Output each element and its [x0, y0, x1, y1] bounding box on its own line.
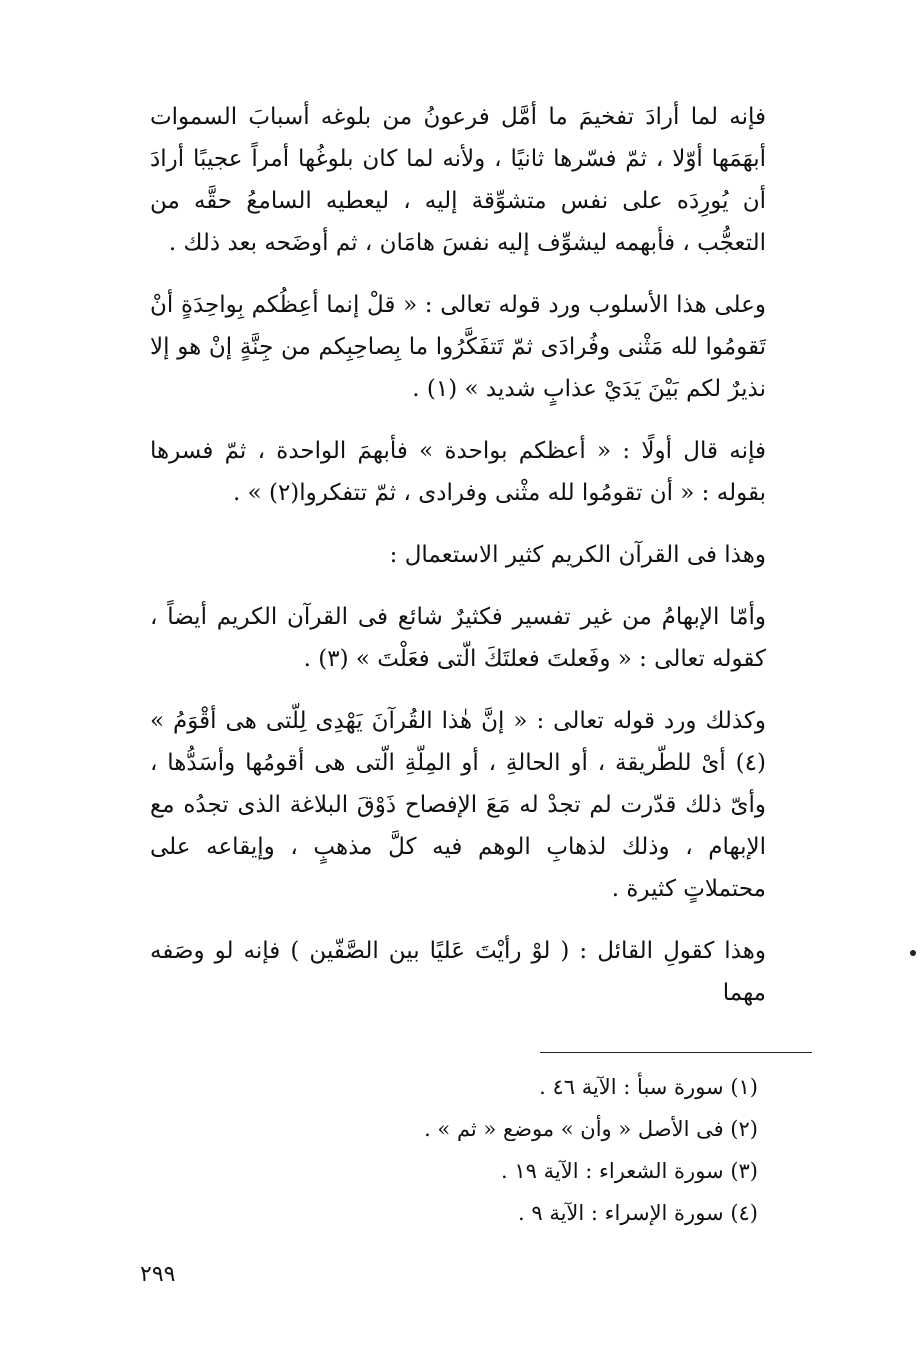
- paragraph-4: وهذا فى القرآن الكريم كثير الاستعمال :: [389, 542, 766, 568]
- footnote-1: (١) سورة سبأ : الآية ٤٦ .: [539, 1075, 758, 1099]
- main-text: [150, 96, 766, 1034]
- footnote-2: (٢) فى الأصل « وأن » موضع « ثم » .: [424, 1117, 758, 1141]
- footnote-4: (٤) سورة الإسراء : الآية ٩ .: [518, 1201, 758, 1225]
- paragraph-6: وكذلك ورد قوله تعالى : « إنَّ هٰذا القُرآنَ يَهْدِى لِلّتى هى أقْوَمُ » (٤) أىْ للطّريقة ، أو الحالةِ ، أو المِلّةِ الّتى هى أقومُها وأسَدُّها ، وأىّ ذلك قدّرت لم تجدْ له مَعَ الإفصاح ذَوْقَ البلاغة الذى تجدُه مع الإبهام ، وذلك لذهابِ الوهم فيه كلَّ مذهبٍ ، وإيقاعه على محتملاتٍ كثيرة .: [150, 708, 766, 902]
- margin-mark: [910, 950, 916, 956]
- page-number: ٢٩٩: [140, 1262, 176, 1287]
- paragraph-7: وهذا كقولِ القائل : ( لوْ رأيْتَ عَليًا بين الصَّفّين ) فإنه لو وصَفه مهما: [150, 938, 766, 1006]
- paragraph-3: فإنه قال أولًا : « أعظكم بواحدة » فأبهمَ الواحدة ، ثمّ فسرها بقوله : « أن تقومُوا لله مثْنى وفرادى ، ثمّ تتفكروا(٢) » .: [150, 438, 766, 506]
- footnote-divider: [540, 1052, 812, 1053]
- footnote-3: (٣) سورة الشعراء : الآية ١٩ .: [501, 1159, 758, 1183]
- footnotes: [198, 1066, 758, 1234]
- paragraph-1: فإنه لما أرادَ تفخيمَ ما أمَّل فرعونُ من بلوغه أسبابَ السموات أبهَمَها أوّلا ، ثمّ فسّرها ثانيًا ، ولأنه لما كان بلوغُها أمراً عجيبًا أرادَ أن يُورِدَه على نفس متشوِّقة إليه ، ليعطيه السامعُ حقَّه من التعجُّب ، فأبهمه ليشوِّف إليه نفسَ هامَان ، ثم أوضَحه بعد ذلك .: [150, 104, 766, 256]
- paragraph-5: وأمّا الإبهامُ من غير تفسير فكثيرٌ شائع فى القرآن الكريم أيضاً ، كقوله تعالى : « وفَعلتَ فعلتَكَ الّتى فعَلْتَ » (٣) .: [150, 604, 766, 672]
- paragraph-2: وعلى هذا الأسلوب ورد قوله تعالى : « قلْ إنما أعِظُكم بِواحِدَةٍ أنْ تَقومُوا لله مَثْنى وفُرادَى ثمّ تَتفَكَّرُوا ما بِصاحِبِكم من جِنَّةٍ إنْ هو إلا نذيرٌ لكم بَيْنَ يَدَيْ عذابٍ شديد » (١) .: [150, 292, 766, 402]
